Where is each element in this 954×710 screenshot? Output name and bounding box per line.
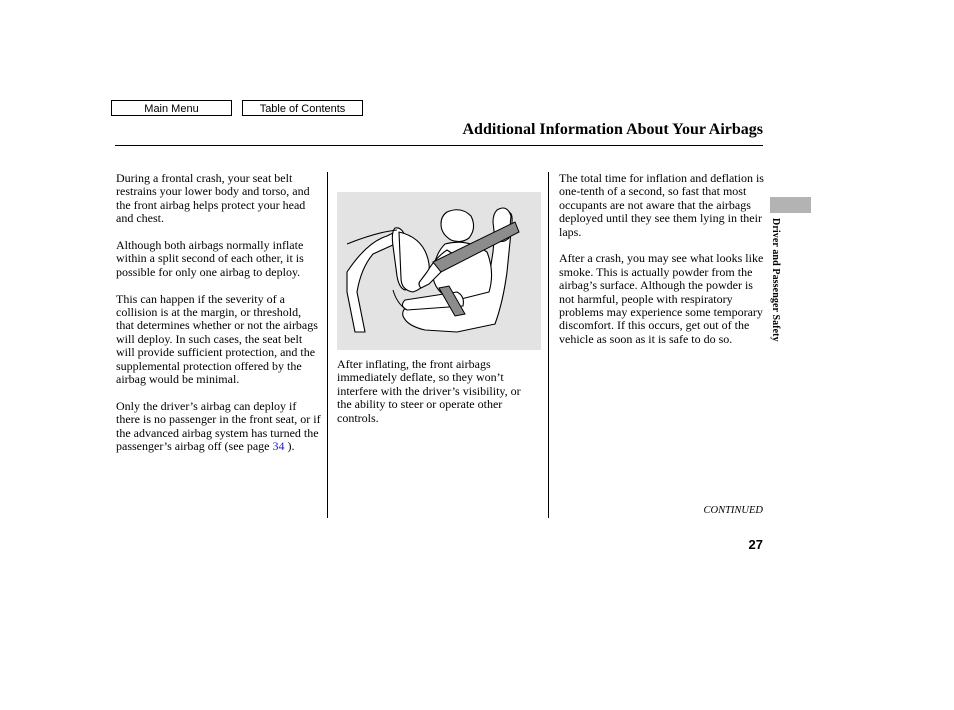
- airbag-deployment-illustration: [337, 192, 541, 350]
- section-label: Driver and Passenger Safety: [770, 218, 781, 342]
- paragraph: Although both airbags normally inflate within a split second of each other, it is possible for only one airbag to deploy.: [116, 238, 304, 279]
- occupant-airbag-drawing: [337, 192, 541, 350]
- paragraph-text: Only the driver’s airbag can deploy if there is no passenger in the front seat, or if the advanced airbag system has turned the passenger’s airbag off (see page: [116, 398, 321, 454]
- text-column-3: [559, 172, 765, 360]
- title-divider: [115, 145, 763, 146]
- table-of-contents-button[interactable]: Table of Contents: [242, 100, 363, 116]
- section-tab: [770, 197, 811, 213]
- text-column-1: [116, 172, 321, 467]
- paragraph: After a crash, you may see what looks like smoke. This is actually powder from the airbag’s surface. Although the powder is not harmful, people with respiratory problems may experience some temporary discomfort. If this occurs, get out of the vehicle as soon as it is safe to do so.: [559, 251, 764, 346]
- page-title: Additional Information About Your Airbags: [462, 121, 763, 138]
- paragraph: [116, 400, 321, 454]
- column-divider: [548, 172, 549, 518]
- paragraph-text: ).: [284, 439, 295, 454]
- page-number: 27: [748, 537, 763, 552]
- paragraph: After inflating, the front airbags immediately deflate, so they won’t interfere with the driver’s visibility, or the ability to steer or operate other controls.: [337, 357, 521, 425]
- text-column-2: [337, 358, 537, 438]
- column-divider: [327, 172, 328, 518]
- page-reference-link[interactable]: 34: [272, 439, 285, 454]
- paragraph: This can happen if the severity of a collision is at the margin, or threshold, that determines whether or not the airbags will deploy. In such cases, the seat belt will provide sufficient protection, and the supplemental protection offered by the airbag would be minimal.: [116, 291, 318, 387]
- paragraph: The total time for inflation and deflation is one-tenth of a second, so fast that most occupants are not aware that the airbags deployed until they see them lying in their laps.: [559, 171, 764, 239]
- main-menu-button[interactable]: Main Menu: [111, 100, 232, 116]
- continued-label: CONTINUED: [703, 505, 763, 516]
- paragraph: During a frontal crash, your seat belt restrains your lower body and torso, and the front airbag helps protect your head and chest.: [116, 171, 310, 226]
